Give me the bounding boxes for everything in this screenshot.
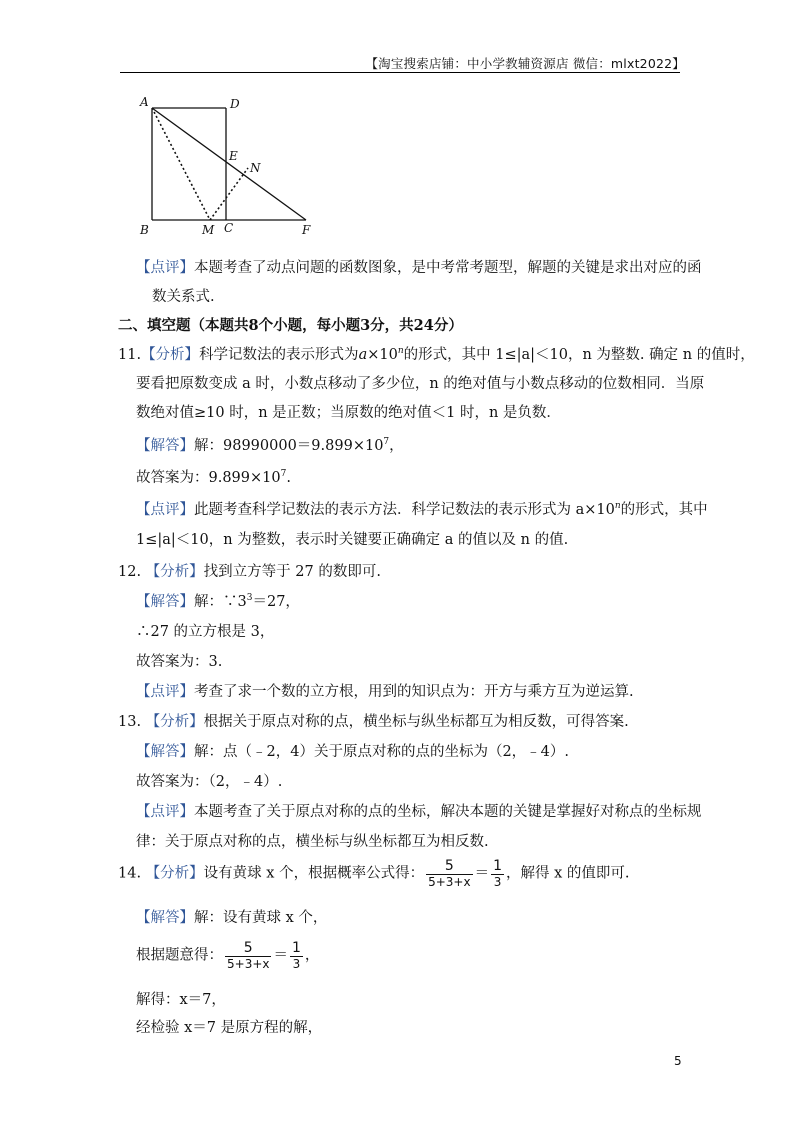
label-c: C xyxy=(224,221,234,235)
q11-answer-line1: 【解答】解：$98990000=9.899\times 10^7$， xyxy=(136,437,404,454)
label-n: N xyxy=(250,161,261,175)
review-prev-line1: 【点评】本题考查了动点问题的函数图象，是中考常考题型，解题的关键是求出对应的函 xyxy=(136,260,702,276)
label-e: E xyxy=(229,149,238,163)
q14-answer-line1: 【解答】解：设有黄球 x 个， xyxy=(136,910,328,926)
section-title: 二、填空题（本题共8个小题，每小题3分，共24分） xyxy=(118,317,463,334)
q14-answer-line4: 经检验 x＝7 是原方程的解， xyxy=(136,1020,323,1036)
q11-review-line2: 1≤|a|＜10，n 为整数，表示时关键要正确确定 a 的值以及 n 的值. xyxy=(136,532,569,548)
fraction-one-third-2: $\frac{1}{3}$ xyxy=(291,940,301,971)
label-f: F xyxy=(302,223,311,237)
q12-analysis: 12. 【分析】找到立方等于 27 的数即可. xyxy=(118,564,381,580)
q12-answer-line2: ∴27 的立方根是 3， xyxy=(136,624,275,640)
fraction-5-over-sum: $\frac{5}{5+3+x}$ xyxy=(428,858,471,889)
segment-am xyxy=(152,108,210,220)
geometry-figure xyxy=(132,92,332,240)
q13-analysis: 13. 【分析】根据关于原点对称的点，横坐标与纵坐标都互为相反数，可得答案. xyxy=(118,714,629,730)
q11-answer-line2: 故答案为：$9.899\times 10^7$. xyxy=(136,469,291,486)
q13-review-line2: 律：关于原点对称的点，横坐标与纵坐标都互为相反数. xyxy=(136,834,489,850)
label-m: M xyxy=(202,223,215,237)
q14-answer-line3: 解得：x＝7， xyxy=(136,992,226,1008)
q13-answer-line2: 故答案为：（2，﹣4）. xyxy=(136,774,283,790)
q11-analysis-line2: 要看把原数变成 a 时，小数点移动了多少位，n 的绝对值与小数点移动的位数相同．当原 xyxy=(136,376,705,392)
segment-mn xyxy=(210,168,248,220)
q11-analysis-line3: 数绝对值≥10 时，n 是正数；当原数的绝对值＜1 时，n 是负数． xyxy=(136,405,561,421)
q11-review-line1: 【点评】此题考查科学记数法的表示方法．科学记数法的表示形式为 $a\times 10^n$的形式，其中 xyxy=(136,501,708,518)
review-prev-line2: 数关系式. xyxy=(152,289,215,305)
q12-answer-line3: 故答案为：3. xyxy=(136,654,223,670)
q11-analysis-line1: 11.【分析】科学记数法的表示形式为$a\times 10^n$的形式，其中 1≤|a|＜10，n 为整数. 确定 n 的值时， xyxy=(118,346,755,363)
q13-answer-line1: 【解答】解：点（﹣2，4）关于原点对称的点的坐标为（2，﹣4）. xyxy=(136,744,570,760)
page-header: 【淘宝搜索店铺：中小学教辅资源店 微信：mlxt2022】 xyxy=(365,56,685,71)
geometry-figure-svg xyxy=(132,92,332,240)
segment-af xyxy=(152,108,306,220)
header-rule xyxy=(120,72,680,73)
fraction-one-third: $\frac{1}{3}$ xyxy=(493,858,502,889)
label-d: D xyxy=(230,97,240,111)
page-number: 5 xyxy=(674,1054,682,1068)
q14-answer-line2: 根据题意得： $\frac{5}{5+3+x}$ ＝ $\frac{1}{3}$ ， xyxy=(136,940,320,971)
q13-review-line1: 【点评】本题考查了关于原点对称的点的坐标，解决本题的关键是掌握好对称点的坐标规 xyxy=(136,804,702,820)
q14-analysis: 14. 【分析】设有黄球 x 个，根据概率公式得： $\frac{5}{5+3+x}$ ＝ $\frac{1}{3}$ ，解得 x 的值即可. xyxy=(118,858,630,889)
label-a: A xyxy=(140,95,149,109)
label-b: B xyxy=(140,223,149,237)
fraction-5-over-sum-2: $\frac{5}{5+3+x}$ xyxy=(227,940,270,971)
q12-review: 【点评】考查了求一个数的立方根，用到的知识点为：开方与乘方互为逆运算. xyxy=(136,684,634,700)
q12-answer-line1: 【解答】解：$\because 3^3=27$， xyxy=(136,593,300,610)
